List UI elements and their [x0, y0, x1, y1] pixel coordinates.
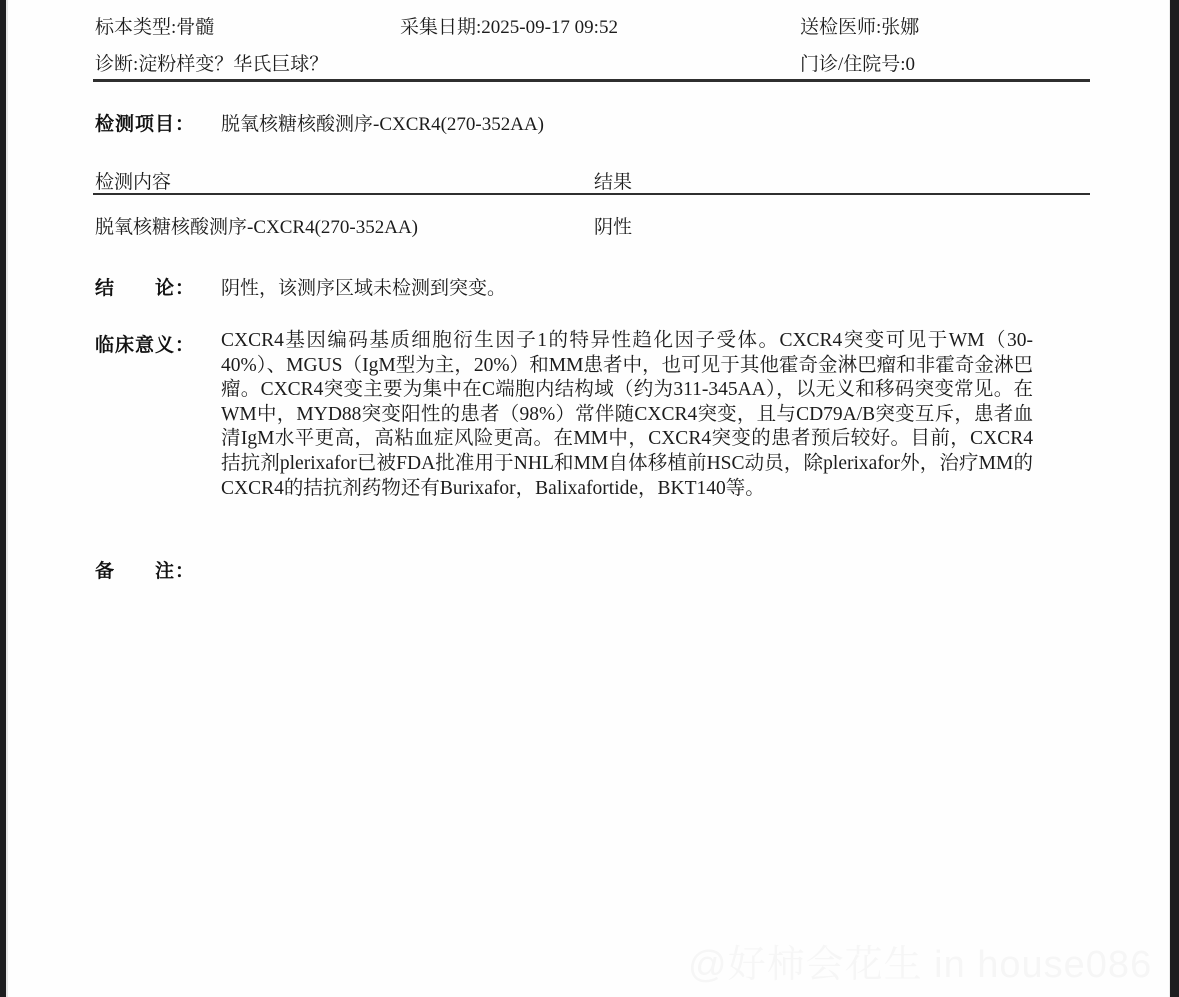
test-item-label: 检测项目： [95, 114, 196, 135]
table-row-result: 阴性 [594, 217, 633, 238]
diagnosis: 诊断:淀粉样变？华氏巨球？ [95, 54, 329, 75]
watermark-text: @好柿会花生 in house086 [688, 944, 1153, 986]
table-header-divider [93, 193, 1090, 195]
remark-label: 备 注： [95, 561, 196, 582]
header-divider [93, 79, 1090, 82]
table-header-result: 结果 [594, 172, 633, 193]
specimen-type: 标本类型:骨髓 [95, 17, 215, 38]
clinical-significance-text: CXCR4基因编码基质细胞衍生因子1的特异性趋化因子受体。CXCR4突变可见于WM（30-40%）、MGUS（IgM型为主，20%）和MM患者中，也可见于其他霍奇金淋巴瘤和非霍奇金淋巴瘤。CXCR4突变主要为集中在C端胞内结构域（约为311-345AA），以无义和移码突变常见。在WM中，MYD88突变阳性的患者（98%）常伴随CXCR4突变，且与CD79A/B突变互斥，患者血清IgM水平更高，高粘血症风险更高。在MM中，CXCR4突变的患者预后较好。目前，CXCR4拮抗剂plerixafor已被FDA批准用于NHL和MM自体移植前HSC动员，除plerixafor外，治疗MM的CXCR4的拮抗剂药物还有Burixafor，Balixafortide，BKT140等。 [221, 330, 1033, 499]
conclusion-value: 阴性，该测序区域未检测到突变。 [221, 278, 507, 299]
table-header-content: 检测内容 [95, 172, 172, 193]
clinical-significance-label: 临床意义： [95, 335, 196, 356]
visit-number: 门诊/住院号:0 [800, 54, 916, 75]
table-row-content: 脱氧核糖核酸测序-CXCR4(270-352AA) [95, 217, 418, 238]
right-edge-strip [1169, 0, 1179, 997]
conclusion-label: 结 论： [95, 278, 196, 299]
collect-date: 采集日期:2025-09-17 09:52 [400, 17, 618, 38]
test-item-value: 脱氧核糖核酸测序-CXCR4(270-352AA) [221, 114, 544, 135]
left-edge-strip [0, 0, 8, 997]
referring-doctor: 送检医师:张娜 [800, 17, 920, 38]
